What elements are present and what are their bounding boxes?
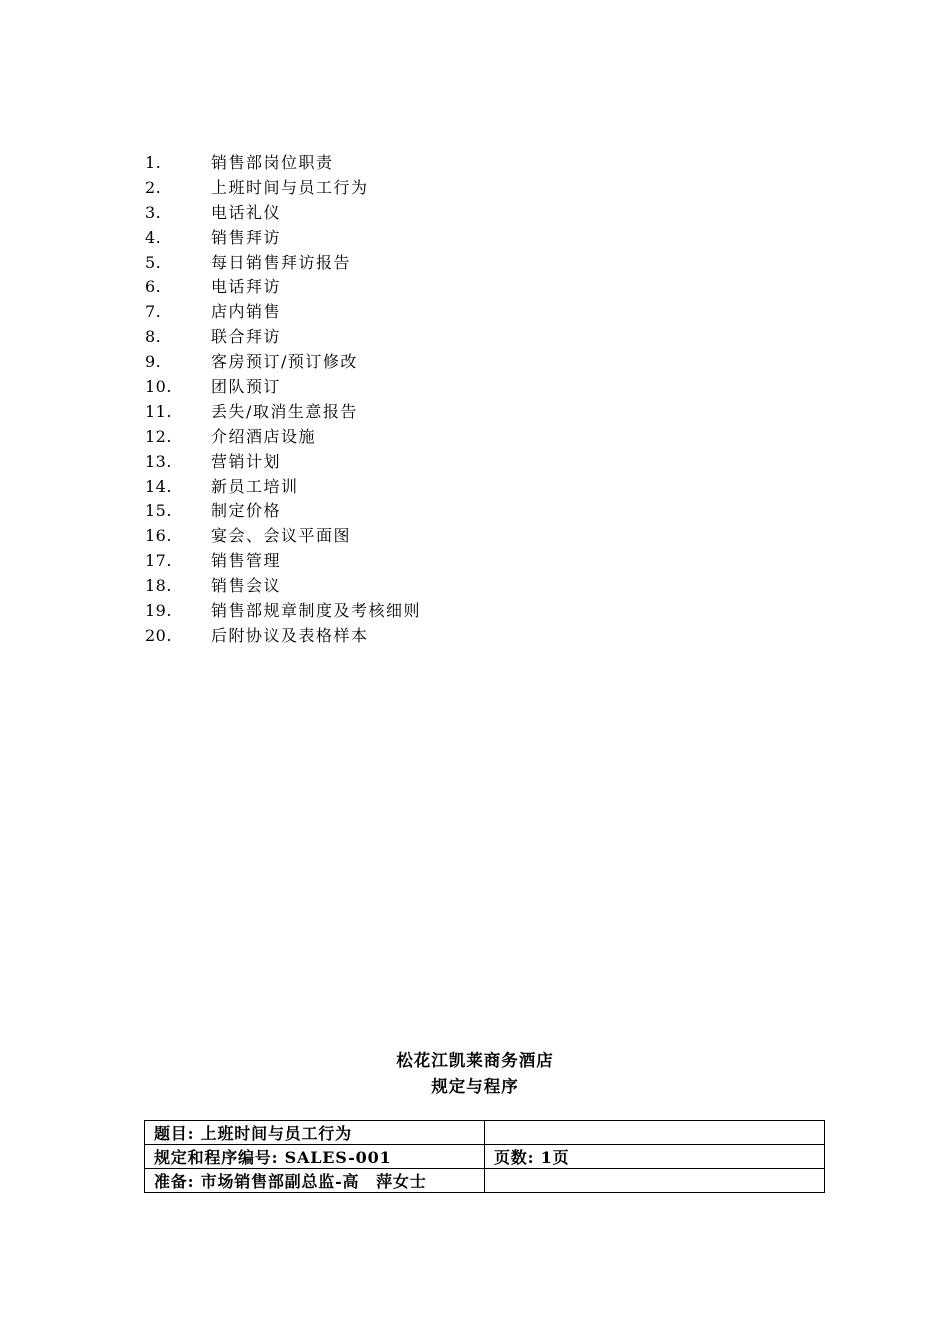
toc-item-title: 销售会议 [211, 576, 282, 596]
toc-item [145, 400, 421, 425]
toc-item-title: 销售拜访 [211, 227, 282, 247]
hotel-name-heading: 松花江凯莱商务酒店 [396, 1051, 554, 1070]
toc-item-title: 制定价格 [211, 501, 282, 521]
empty-cell [485, 1121, 825, 1145]
toc-item-title: 新员工培训 [211, 476, 299, 496]
toc-item-number: 6. [145, 277, 162, 297]
toc-item [145, 450, 421, 475]
table-row [145, 1145, 825, 1169]
toc-item-number: 7. [145, 302, 162, 322]
toc-item-title: 店内销售 [211, 302, 282, 322]
toc-item-title: 丢失/取消生意报告 [211, 401, 358, 421]
toc-item [145, 599, 421, 624]
toc-item [145, 350, 421, 375]
toc-item [145, 251, 421, 276]
toc-item-title: 客房预订/预订修改 [211, 352, 358, 372]
toc-item-number: 4. [145, 227, 162, 247]
page-count-cell: 页数: 1页 [485, 1145, 825, 1169]
toc-item [145, 549, 421, 574]
toc-item-number: 20. [145, 625, 172, 645]
toc-item [145, 375, 421, 400]
toc-item [145, 475, 421, 500]
toc-item-title: 电话礼仪 [211, 202, 282, 222]
toc-item [145, 624, 421, 649]
toc-item-number: 17. [145, 551, 172, 571]
toc-item [145, 300, 421, 325]
toc-item-title: 销售管理 [211, 551, 282, 571]
toc-item-number: 5. [145, 252, 162, 272]
toc-item [145, 524, 421, 549]
toc-item-number: 1. [145, 153, 162, 172]
document-subtitle: 规定与程序 [431, 1077, 519, 1096]
toc-item-number: 9. [145, 352, 162, 372]
toc-item-number: 14. [145, 476, 172, 496]
toc-item [145, 499, 421, 524]
prepared-by-cell: 准备: 市场销售部副总监-高 萍女士 [145, 1169, 485, 1193]
toc-item-title: 销售部规章制度及考核细则 [211, 601, 422, 621]
toc-item-number: 18. [145, 576, 172, 596]
toc-item-number: 10. [145, 377, 172, 397]
toc-item-title: 联合拜访 [211, 327, 282, 347]
toc-item-number: 13. [145, 451, 172, 471]
toc-item-number: 11. [145, 401, 172, 421]
toc-item-title: 介绍酒店设施 [211, 426, 317, 446]
table-row [145, 1169, 825, 1193]
toc-item-number: 3. [145, 202, 162, 222]
toc-item [145, 201, 421, 226]
toc-item-title: 销售部岗位职责 [211, 153, 334, 172]
toc-item-title: 每日销售拜访报告 [211, 252, 352, 272]
toc-item-title: 宴会、会议平面图 [211, 526, 352, 546]
table-of-contents [145, 151, 421, 649]
subject-cell: 题目: 上班时间与员工行为 [145, 1121, 485, 1145]
toc-item-title: 上班时间与员工行为 [211, 177, 369, 197]
toc-item-number: 19. [145, 601, 172, 621]
toc-item-title: 后附协议及表格样本 [211, 625, 369, 645]
toc-item [145, 176, 421, 201]
toc-item [145, 275, 421, 300]
toc-item-title: 电话拜访 [211, 277, 282, 297]
toc-item [145, 574, 421, 599]
toc-item [145, 425, 421, 450]
toc-item-number: 12. [145, 426, 172, 446]
toc-item [145, 226, 421, 251]
procedure-number-cell: 规定和程序编号: SALES-001 [145, 1145, 485, 1169]
toc-item-number: 8. [145, 327, 162, 347]
toc-item-number: 15. [145, 501, 172, 521]
toc-item [145, 151, 421, 176]
toc-item-number: 2. [145, 177, 162, 197]
table-row [145, 1121, 825, 1145]
toc-item-number: 16. [145, 526, 172, 546]
toc-item [145, 325, 421, 350]
toc-item-title: 营销计划 [211, 451, 282, 471]
empty-cell [485, 1169, 825, 1193]
toc-item-title: 团队预订 [211, 377, 282, 397]
document-info-table [144, 1120, 825, 1193]
